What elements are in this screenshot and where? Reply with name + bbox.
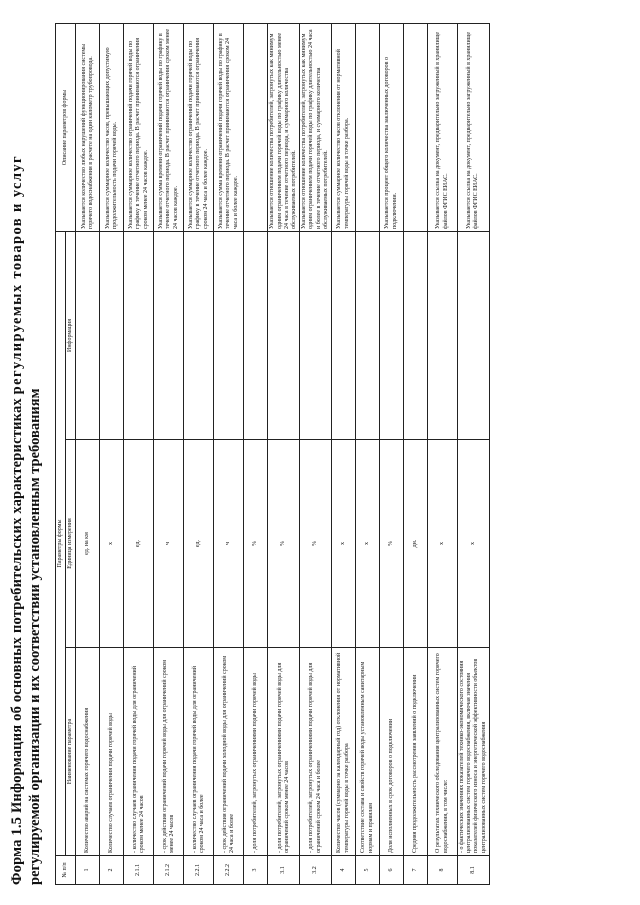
header-info: Информация [66,232,76,440]
table-row [404,24,428,885]
row-info [154,232,184,440]
row-name: - количество случаев ограничения подачи горячей воды для ограничений сроком менее 24 часов [124,648,154,856]
row-desc: Указывается процент общего количества заключенных договоров о подключении. [380,24,404,232]
row-num: 2.1.2 [154,856,184,885]
table-row [154,24,184,885]
row-info [300,232,332,440]
header-group: Параметры формы [56,232,66,856]
row-num: 7 [404,856,428,885]
row-unit: x [356,440,380,648]
row-unit: % [244,440,268,648]
heading-line-1 [9,25,26,885]
row-num: 3.1 [268,856,300,885]
row-unit: ч [154,440,184,648]
row-desc [244,24,268,232]
row-desc: Указывается сумма времени ограничений подачи горячей воды по графику в течение отчетного периода. В расчет принимаются ограничения сроком менее 24 часов каждое. [154,24,184,232]
row-name: - доля потребителей, затронутых ограничениями подачи горячей воды для ограничений сроком 24 часа и более [300,648,332,856]
row-unit: % [300,440,332,648]
row-unit: x [428,440,458,648]
row-info [380,232,404,440]
row-num: 8.1 [458,856,490,885]
row-info [404,232,428,440]
table-row [184,24,214,885]
row-num: 1 [76,856,100,885]
row-desc: Указывается ссылка на документ, предварительно загруженный в хранилище файлов ФГИС ЕИАС. [458,24,490,232]
table-row [356,24,380,885]
row-name: Количество аварий на системах горячего водоснабжения [76,648,100,856]
row-info [332,232,356,440]
row-info [356,232,380,440]
row-num: 3.2 [300,856,332,885]
row-num: 2 [100,856,124,885]
row-desc: Указывается суммарное количество ограничений подачи горячей воды по графику в течение отчетного периода. В расчет принимаются ограничения сроком менее 24 часов каждое. [124,24,154,232]
row-desc: Указывается ссылка на документ, предварительно загруженный в хранилище файлов ФГИС ЕИАС. [428,24,458,232]
row-num: 2.2.2 [214,856,244,885]
row-desc: Указывается суммарное количество часов отклонения от нормативной температуры горячей воды в точке разбора. [332,24,356,232]
row-info [124,232,154,440]
row-name: О результатах технического обследования централизованных систем горячего водоснабжения, в том числе: [428,648,458,856]
heading-line-2: регулируемой организации и их соответствии установленным требованиям [27,388,43,885]
row-name: - доля потребителей, затронутых ограничениями подачи горячей воды [244,648,268,856]
row-name: - срок действия ограничений подачи холодной воды для ограничений сроком 24 часа и более [214,648,244,856]
row-name: Средняя продолжительность рассмотрения заявлений о подключении [404,648,428,856]
row-info [458,232,490,440]
row-info [100,232,124,440]
row-name: Доля исполненных в срок договоров о подключении [380,648,404,856]
row-info [76,232,100,440]
characteristics-table [55,23,490,885]
table-row [124,24,154,885]
row-name: Количество случаев ограничения подачи горячей воды [100,648,124,856]
row-num: 8 [428,856,458,885]
table-row [458,24,490,885]
row-unit: x [100,440,124,648]
row-unit: % [380,440,404,648]
table-body [76,24,489,885]
row-desc [404,24,428,232]
row-name: - доля потребителей, затронутых ограничениями подачи горячей воды для ограничений сроком менее 24 часов [268,648,300,856]
row-unit: ч [214,440,244,648]
form-heading [9,25,44,885]
row-num: 6 [380,856,404,885]
row-num: 2.1.1 [124,856,154,885]
row-unit: ед. [184,440,214,648]
row-desc: Указывается суммарное количество часов, превышающих допустимую продолжительность подачи горячей воды. [100,24,124,232]
table-row [214,24,244,885]
row-unit: ед. [124,440,154,648]
table-row [268,24,300,885]
row-desc: Указывается отношение количества потребителей, затронутых как минимум одним ограничением подачи горячей воды по графику длительностью менее 24 часа в течение отчетного периода, и суммарного количества обслуживаемых потребителей. [268,24,300,232]
row-desc [356,24,380,232]
row-info [184,232,214,440]
header-num: № п/п [56,856,76,885]
row-name: - количество случаев ограничения подачи горячей воды для ограничений сроком 24 часа и более [184,648,214,856]
table-row [332,24,356,885]
header-name: Наименование параметра [66,648,76,856]
row-name: - срок действия ограничений подачи горячей воды для ограничений сроком менее 24 часов [154,648,184,856]
row-name: - о фактических значениях показателей технико-экономического состояния централизованных систем горячего водоснабжения, включая значения показателей физического износа и энергетической эффективности объектов централизованных систем горячего водоснабжения [458,648,490,856]
table-row [100,24,124,885]
row-desc: Указывается отношение количества потребителей, затронутых как минимум одним ограничением подачи горячей воды по графику длительностью 24 часа и более в течение отчетного периода, и суммарного количества обслуживаемых потребителей. [300,24,332,232]
row-info [214,232,244,440]
row-unit: дн. [404,440,428,648]
row-unit: ед. на км [76,440,100,648]
row-num: 5 [356,856,380,885]
row-info [268,232,300,440]
row-info [428,232,458,440]
table-row [300,24,332,885]
table-row [76,24,100,885]
table-row [244,24,268,885]
heading-line-1a: Форма 1.5 Информация об основных потребительских характеристиках [9,398,25,885]
heading-line-1b: регулируемых товаров и услуг [9,154,25,395]
table-row [380,24,404,885]
row-desc: Указывается суммарное количество ограничений подачи горячей воды по графику в течение отчетного периода. В расчет принимаются ограничения сроком 24 часа и более каждое. [184,24,214,232]
row-desc: Указывается количество любых нарушений функционирования системы горячего водоснабжения в расчете на один километр трубопровода. [76,24,100,232]
row-unit: x [458,440,490,648]
row-name: Количество часов (суммарно за календарный год) отклонения от нормативной температуры горячей воды в точке разбора [332,648,356,856]
row-unit: % [268,440,300,648]
row-desc: Указывается сумма времени ограничений подачи горячей воды по графику в течение отчетного периода. В расчет принимаются ограничения сроком 24 часа и более каждое. [214,24,244,232]
row-unit: x [332,440,356,648]
row-name: Соответствие состава и свойств горячей воды установленным санитарным нормам и правилам [356,648,380,856]
row-info [244,232,268,440]
row-num: 3 [244,856,268,885]
header-desc: Описание параметров формы [56,24,76,232]
row-num: 2.2.1 [184,856,214,885]
header-unit: Единица измерения [66,440,76,648]
table-row [428,24,458,885]
row-num: 4 [332,856,356,885]
